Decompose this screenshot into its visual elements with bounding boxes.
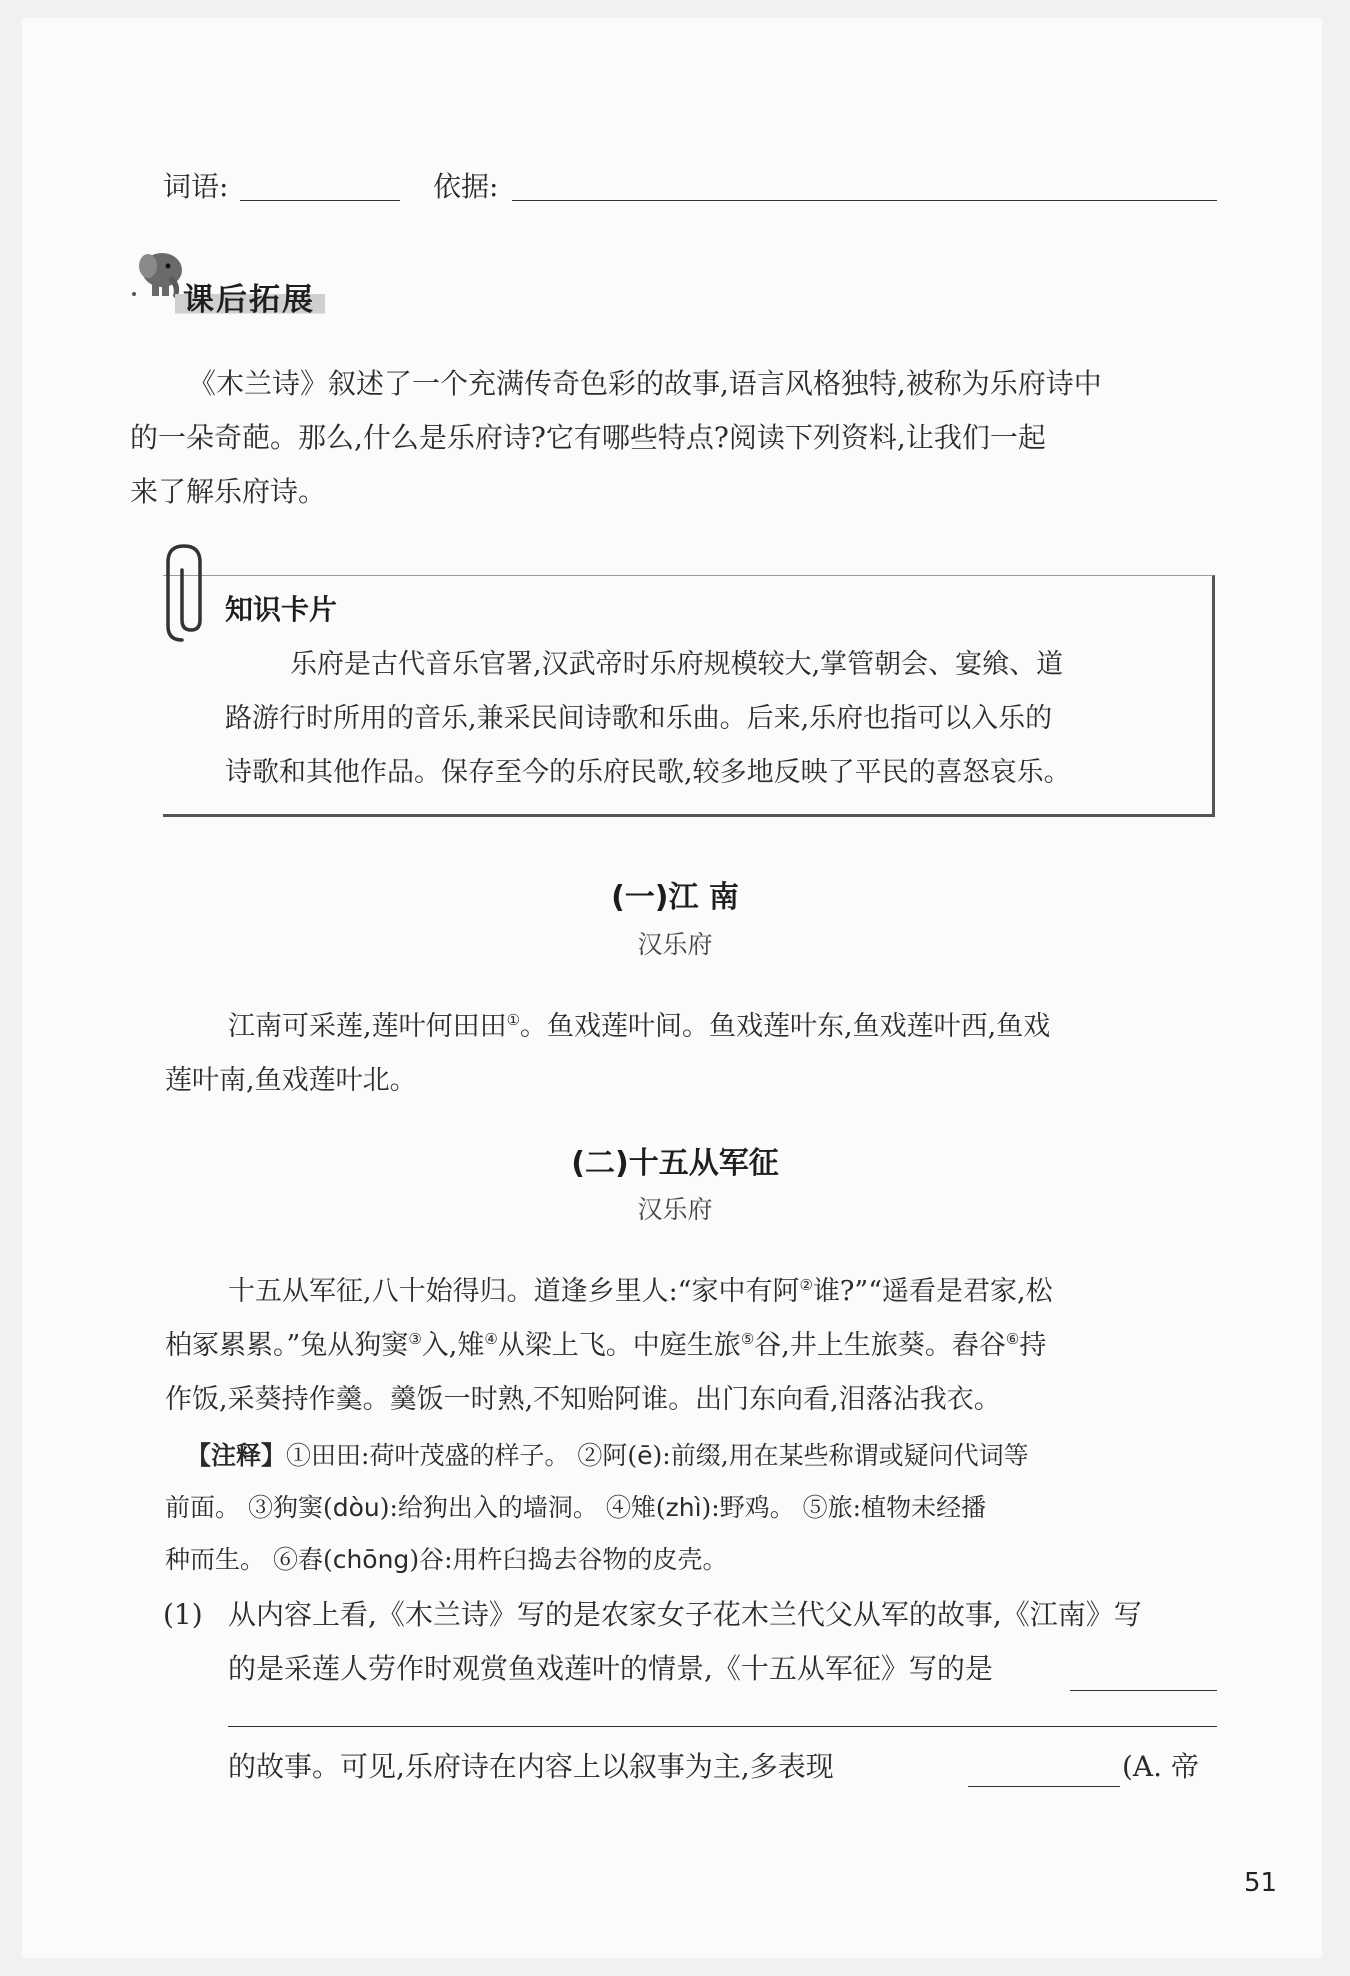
question-line-2: 的是采莲人劳作时观赏鱼戏莲叶的情景,《十五从军征》写的是 <box>228 1652 993 1685</box>
card-line-1: 乐府是古代音乐官署,汉武帝时乐府规模较大,掌管朝会、宴飨、道 <box>290 649 1064 680</box>
poem1-line-1: 江南可采莲,莲叶何田田①。鱼戏莲叶间。鱼戏莲叶东,鱼戏莲叶西,鱼戏 <box>228 1011 1051 1042</box>
poem2-title: (二)十五从军征 <box>571 1146 779 1181</box>
word-blank[interactable] <box>240 200 400 201</box>
intro-line-2: 的一朵奇葩。那么,什么是乐府诗?它有哪些特点?阅读下列资料,让我们一起 <box>130 421 1046 454</box>
intro-line-1: 《木兰诗》叙述了一个充满传奇色彩的故事,语言风格独特,被称为乐府诗中 <box>188 367 1102 400</box>
poem1-author: 汉乐府 <box>637 930 713 959</box>
card-line-3: 诗歌和其他作品。保存至今的乐府民歌,较多地反映了平民的喜怒哀乐。 <box>225 757 1071 788</box>
poem2-line-3: 作饭,采葵持作羹。羹饭一时熟,不知贻阿谁。出门东向看,泪落沾我衣。 <box>165 1384 1001 1415</box>
card-line-2: 路游行时所用的音乐,兼采民间诗歌和乐曲。后来,乐府也指可以入乐的 <box>225 703 1053 734</box>
question-number: (1) <box>163 1598 203 1631</box>
question-line-3: 的故事。可见,乐府诗在内容上以叙事为主,多表现 <box>228 1750 834 1783</box>
notes-line-1: 【注释】①田田:荷叶茂盛的样子。 ②阿(ē):前缀,用在某些称谓或疑问代词等 <box>186 1441 1029 1470</box>
word-label: 词语: <box>163 170 229 203</box>
section-title: 课后拓展 <box>175 274 325 319</box>
notes-line-2: 前面。 ③狗窦(dòu):给狗出入的墙洞。 ④雉(zhì):野鸡。 ⑤旅:植物未经播 <box>165 1493 987 1522</box>
poem2-author: 汉乐府 <box>637 1195 713 1224</box>
poem1-title: (一)江 南 <box>611 880 739 915</box>
option-a-text: (A. 帝 <box>1122 1750 1199 1783</box>
footnote-marker: ① <box>506 1011 521 1029</box>
page-number: 51 <box>1244 1868 1278 1898</box>
card-title: 知识卡片 <box>225 593 338 626</box>
notes-line-3: 种而生。 ⑥舂(chōng)谷:用杵臼捣去谷物的皮壳。 <box>165 1545 728 1574</box>
intro-line-3: 来了解乐府诗。 <box>130 475 327 508</box>
basis-blank[interactable] <box>512 200 1217 201</box>
paperclip-icon <box>160 540 220 650</box>
basis-label: 依据: <box>433 170 499 203</box>
notes-label: 【注释】 <box>186 1441 287 1470</box>
question-line-1: 从内容上看,《木兰诗》写的是农家女子花木兰代父从军的故事,《江南》写 <box>228 1598 1142 1631</box>
poem1-line-2: 莲叶南,鱼戏莲叶北。 <box>165 1065 417 1096</box>
answer-blank-2[interactable] <box>228 1726 1217 1727</box>
answer-blank-3[interactable] <box>968 1786 1120 1787</box>
answer-blank-1[interactable] <box>1070 1690 1217 1691</box>
poem2-line-1: 十五从军征,八十始得归。道逢乡里人:“家中有阿②谁?”“遥看是君家,松 <box>228 1276 1053 1307</box>
poem2-line-2: 柏冢累累。”兔从狗窦③入,雉④从梁上飞。中庭生旅⑤谷,井上生旅葵。舂谷⑥持 <box>165 1330 1047 1361</box>
